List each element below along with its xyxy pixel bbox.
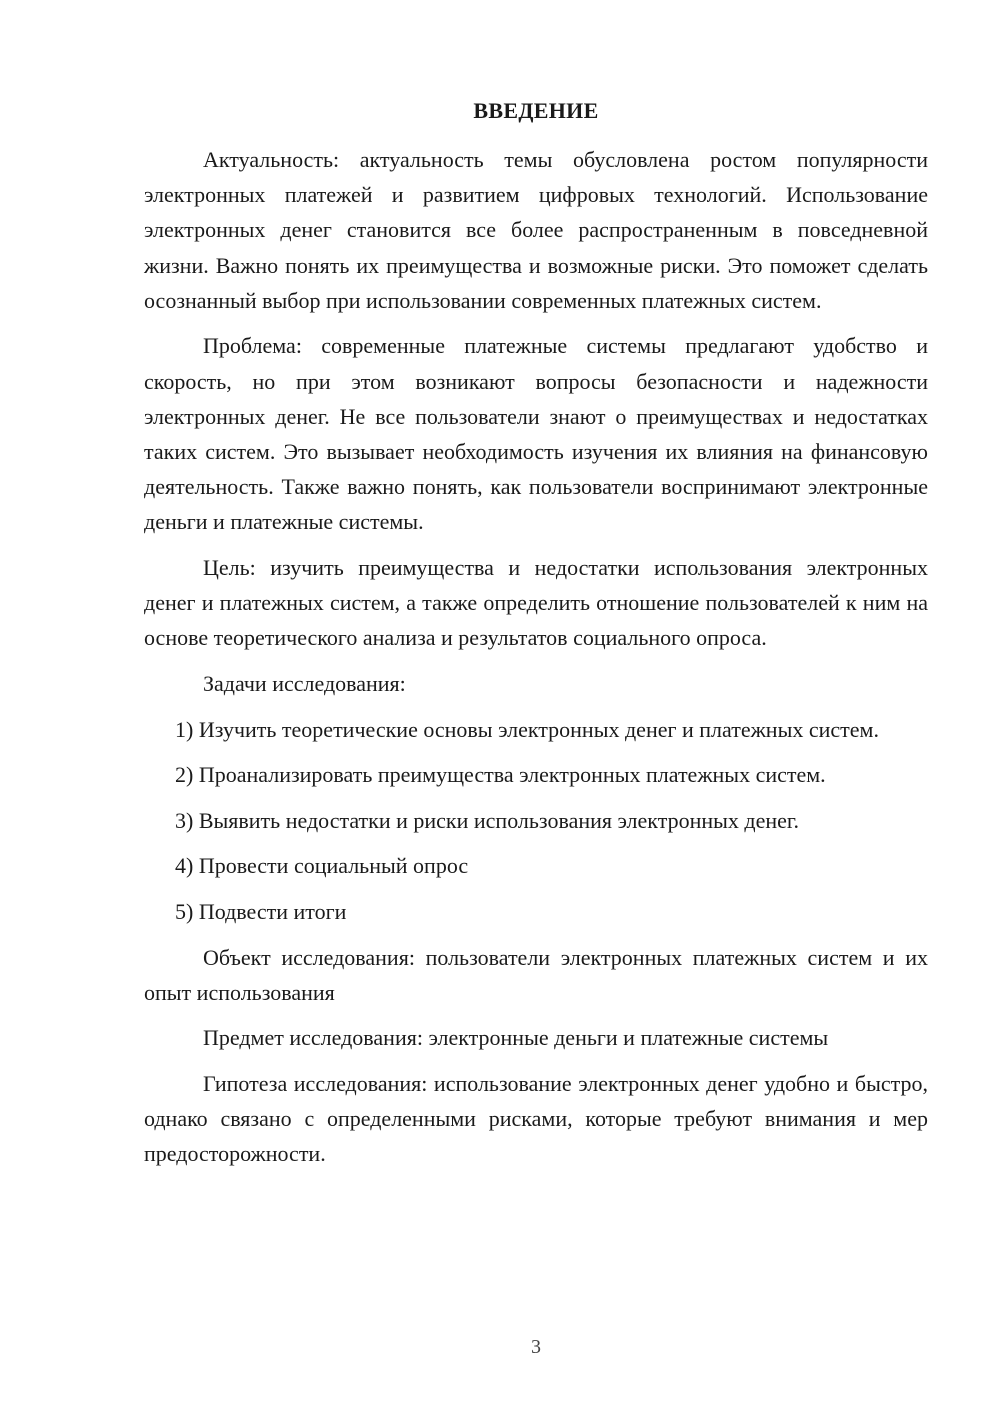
section-title: ВВЕДЕНИЕ xyxy=(473,98,599,123)
page-number: 3 xyxy=(531,1336,541,1358)
task-item: 3) Выявить недостатки и риски использования электронных денег. xyxy=(175,807,799,833)
paragraph-problem: Проблема: современные платежные системы предлагают удобство и скорость, но при этом возникают вопросы безопасности и надежности электронных денег. Не все пользователи знают о преимуществах и недостатках таких систем. Это вызывает необходимость изучения их влияния на финансовую деятельность. Также важно понять, как пользователи воспринимают электронные деньги и платежные системы. xyxy=(144,333,928,535)
paragraph-goal: Цель: изучить преимущества и недостатки использования электронных денег и платежных систем, а также определить отношение пользователей к ним на основе теоретического анализа и результатов социального опроса. xyxy=(144,555,928,651)
task-item: 1) Изучить теоретические основы электронных денег и платежных систем. xyxy=(175,716,879,742)
paragraph-tasks-heading: Задачи исследования: xyxy=(203,671,406,697)
paragraph-object: Объект исследования: пользователи электронных платежных систем и их опыт использования xyxy=(144,944,928,1005)
paragraph-subject: Предмет исследования: электронные деньги и платежные системы xyxy=(203,1025,829,1051)
paragraph-hypothesis: Гипотеза исследования: использование электронных денег удобно и быстро, однако связано с определенными рисками, которые требуют внимания и мер предосторожности. xyxy=(144,1070,928,1167)
task-item: 4) Провести социальный опрос xyxy=(175,853,469,879)
task-item: 5) Подвести итоги xyxy=(175,898,347,924)
paragraph-relevance: Актуальность: актуальность темы обусловлена ростом популярности электронных платежей и развитием цифровых технологий. Использование электронных денег становится все более распространенным в повседневной жизни. Важно понять их преимущества и возможные риски. Это поможет сделать осознанный выбор при использовании современных платежных систем. xyxy=(144,147,928,313)
document-body xyxy=(144,142,928,1182)
task-item: 2) Проанализировать преимущества электронных платежных систем. xyxy=(175,762,826,788)
